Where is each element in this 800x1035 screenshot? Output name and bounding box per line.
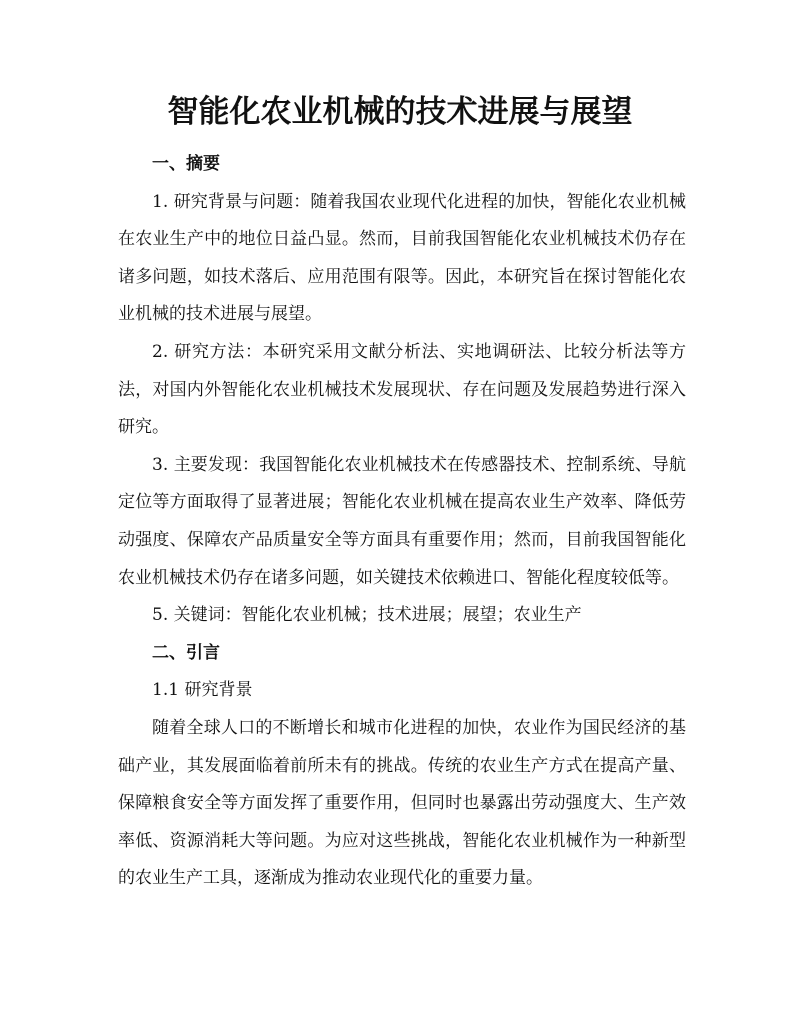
document-body bbox=[118, 146, 686, 898]
subsection-heading-background: 1.1 研究背景 bbox=[152, 680, 253, 701]
abstract-paragraph-background: 1. 研究背景与问题：随着我国农业现代化进程的加快，智能化农业机械在农业生产中的地位日益凸显。然而，目前我国智能化农业机械技术仍存在诸多问题，如技术落后、应用范围有限等。因此，本研究旨在探讨智能化农业机械的技术进展与展望。 bbox=[118, 191, 686, 325]
abstract-paragraph-keywords: 5. 关键词：智能化农业机械；技术进展；展望；农业生产 bbox=[152, 605, 582, 626]
section-heading-introduction: 二、引言 bbox=[152, 642, 220, 663]
abstract-paragraph-findings: 3. 主要发现：我国智能化农业机械技术在传感器技术、控制系统、导航定位等方面取得了显著进展；智能化农业机械在提高农业生产效率、降低劳动强度、保障农产品质量安全等方面具有重要作用；然而，目前我国智能化农业机械技术仍存在诸多问题，如关键技术依赖进口、智能化程度较低等。 bbox=[118, 454, 686, 588]
introduction-paragraph: 随着全球人口的不断增长和城市化进程的加快，农业作为国民经济的基础产业，其发展面临着前所未有的挑战。传统的农业生产方式在提高产量、保障粮食安全等方面发挥了重要作用，但同时也暴露出劳动强度大、生产效率低、资源消耗大等问题。为应对这些挑战，智能化农业机械作为一种新型的农业生产工具，逐渐成为推动农业现代化的重要力量。 bbox=[118, 717, 686, 889]
section-heading-abstract: 一、摘要 bbox=[152, 154, 220, 174]
document-title: 智能化农业机械的技术进展与展望 bbox=[167, 94, 633, 130]
abstract-paragraph-methods: 2. 研究方法：本研究采用文献分析法、实地调研法、比较分析法等方法，对国内外智能化农业机械技术发展现状、存在问题及发展趋势进行深入研究。 bbox=[118, 341, 686, 438]
